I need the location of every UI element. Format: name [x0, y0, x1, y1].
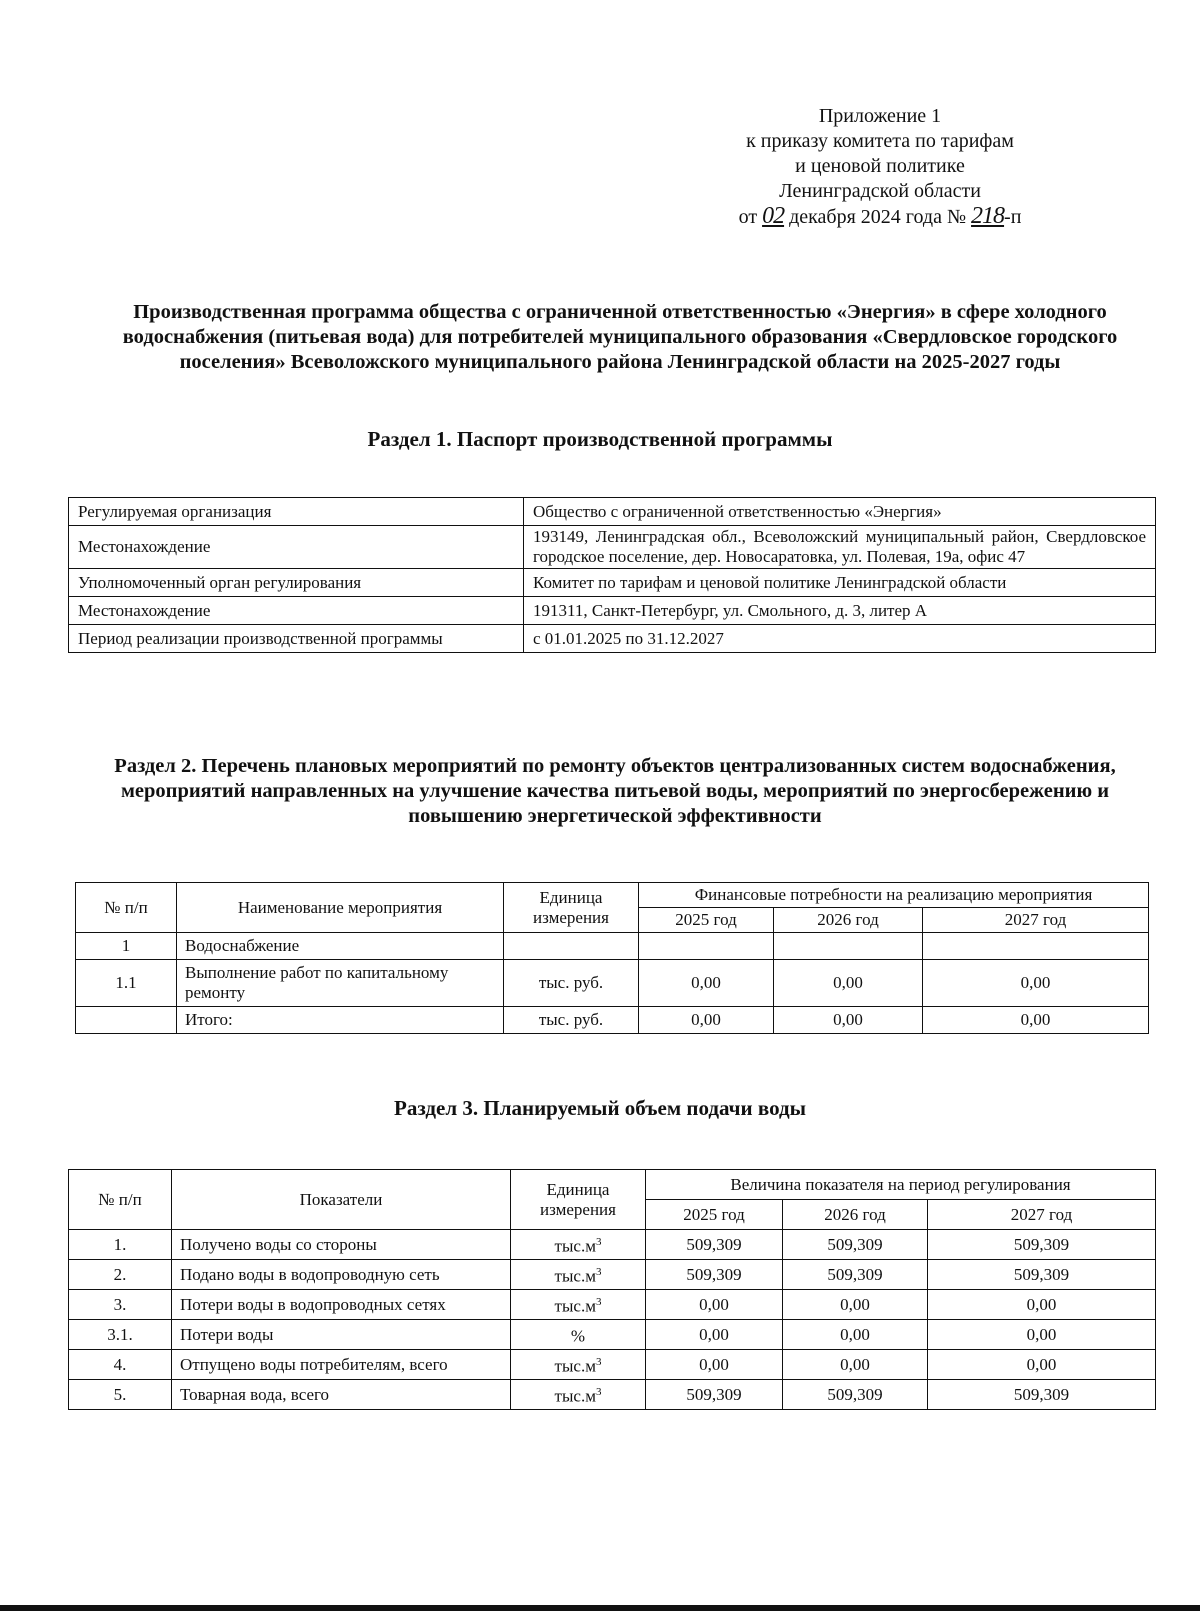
appendix-date-line: [700, 204, 1060, 230]
unit-base: тыс.м: [554, 1236, 596, 1256]
value-2026: 509,309: [783, 1380, 928, 1410]
indicator-name: Потери воды: [172, 1320, 511, 1350]
header-name: Наименование мероприятия: [177, 883, 504, 933]
value-2027: [923, 933, 1149, 960]
table-row: [69, 1350, 1156, 1380]
appendix-line-3: и ценовой политике: [795, 155, 965, 177]
value-2026: 0,00: [783, 1350, 928, 1380]
value-2026: 509,309: [783, 1260, 928, 1290]
unit-power: 3: [595, 1356, 602, 1369]
indicator-unit: [511, 1320, 646, 1350]
passport-table: [68, 497, 1156, 653]
passport-label: Уполномоченный орган регулирования: [69, 569, 524, 597]
section-1-heading: Раздел 1. Паспорт производственной программы: [367, 427, 833, 451]
indicator-unit: [511, 1230, 646, 1260]
value-2027: 509,309: [928, 1230, 1156, 1260]
measure-unit: тыс. руб.: [504, 960, 639, 1007]
row-num: 2.: [69, 1260, 172, 1290]
passport-value: 193149, Ленинградская обл., Всеволожский муниципальный район, Свердловское городское поселение, дер. Новосаратовка, ул. Полевая, 19а, офис 47: [524, 526, 1156, 569]
table-row: [69, 625, 1156, 653]
indicator-name: Потери воды в водопроводных сетях: [172, 1290, 511, 1320]
passport-value: Комитет по тарифам и ценовой политике Ленинградской области: [524, 569, 1156, 597]
indicator-unit: [511, 1380, 646, 1410]
row-num: 3.1.: [69, 1320, 172, 1350]
unit-base: тыс.м: [554, 1356, 596, 1376]
value-2027: 509,309: [928, 1260, 1156, 1290]
value-2025: 0,00: [639, 960, 774, 1007]
table-row: [69, 1260, 1156, 1290]
value-2025: 0,00: [639, 1007, 774, 1034]
indicator-unit: [511, 1260, 646, 1290]
indicator-name: Товарная вода, всего: [172, 1380, 511, 1410]
header-unit: Единица измерения: [504, 883, 639, 933]
value-2026: 0,00: [774, 960, 923, 1007]
value-2026: 509,309: [783, 1230, 928, 1260]
indicator-name: Подано воды в водопроводную сеть: [172, 1260, 511, 1290]
unit-power: 3: [595, 1386, 602, 1399]
section-3-heading: Раздел 3. Планируемый объем подачи воды: [394, 1096, 806, 1120]
passport-label: Период реализации производственной программы: [69, 625, 524, 653]
scan-edge-line: [0, 1605, 1200, 1611]
header-unit: Единица измерения: [511, 1170, 646, 1230]
row-num: 1.: [69, 1230, 172, 1260]
passport-label: Местонахождение: [69, 597, 524, 625]
header-value: Величина показателя на период регулирования: [646, 1170, 1156, 1200]
water-volume-table: [68, 1169, 1156, 1410]
indicator-unit: [511, 1350, 646, 1380]
handwritten-day: 02: [762, 203, 785, 229]
measure-name: Выполнение работ по капитальному ремонту: [177, 960, 504, 1007]
order-suffix: -п: [1004, 206, 1022, 228]
row-num: 1.1: [76, 960, 177, 1007]
value-2025: 509,309: [646, 1380, 783, 1410]
value-2027: 0,00: [928, 1290, 1156, 1320]
value-2026: 0,00: [783, 1290, 928, 1320]
header-num: № п/п: [76, 883, 177, 933]
appendix-line-4: Ленинградской области: [779, 180, 981, 202]
unit-power: 3: [595, 1296, 602, 1309]
measure-name: Итого:: [177, 1007, 504, 1034]
appendix-line-1: Приложение 1: [818, 105, 942, 127]
table-row: [76, 960, 1149, 1007]
value-2027: 0,00: [928, 1350, 1156, 1380]
handwritten-number: 218: [971, 203, 1005, 229]
indicator-name: Получено воды со стороны: [172, 1230, 511, 1260]
value-2026: [774, 933, 923, 960]
header-2026: 2026 год: [783, 1200, 928, 1230]
indicator-name: Отпущено воды потребителям, всего: [172, 1350, 511, 1380]
value-2027: 0,00: [928, 1320, 1156, 1350]
value-2025: 0,00: [646, 1320, 783, 1350]
document-title: Производственная программа общества с ограниченной ответственностью «Энергия» в сфере холодного водоснабжения (питьевая вода) для потребителей муниципального образования «Свердловское городского поселения» Всеволожского муниципального района Ленинградской области на 2025-2027 годы: [122, 301, 1118, 373]
passport-value: с 01.01.2025 по 31.12.2027: [524, 625, 1156, 653]
passport-label: Регулируемая организация: [69, 498, 524, 526]
header-2025: 2025 год: [646, 1200, 783, 1230]
value-2025: [639, 933, 774, 960]
value-2027: 509,309: [928, 1380, 1156, 1410]
value-2025: 0,00: [646, 1290, 783, 1320]
table-row: [69, 1230, 1156, 1260]
table-row: [76, 933, 1149, 960]
value-2027: 0,00: [923, 960, 1149, 1007]
header-2025: 2025 год: [639, 908, 774, 933]
row-num: 4.: [69, 1350, 172, 1380]
unit-base: %: [570, 1326, 586, 1346]
table-row: [69, 498, 1156, 526]
header-num: № п/п: [69, 1170, 172, 1230]
unit-base: тыс.м: [554, 1266, 596, 1286]
unit-power: 3: [595, 1236, 602, 1249]
row-num: 1: [76, 933, 177, 960]
unit-power: 3: [595, 1266, 602, 1279]
header-2027: 2027 год: [923, 908, 1149, 933]
unit-base: тыс.м: [554, 1386, 596, 1406]
table-row: [69, 1320, 1156, 1350]
table-row: [76, 1007, 1149, 1034]
value-2025: 0,00: [646, 1350, 783, 1380]
row-num: [76, 1007, 177, 1034]
value-2025: 509,309: [646, 1230, 783, 1260]
table-row: [69, 569, 1156, 597]
date-prefix: от: [738, 206, 758, 228]
passport-value: Общество с ограниченной ответственностью «Энергия»: [524, 498, 1156, 526]
passport-label: Местонахождение: [69, 526, 524, 569]
value-2026: 0,00: [774, 1007, 923, 1034]
header-finance: Финансовые потребности на реализацию мероприятия: [639, 883, 1149, 908]
header-indicator: Показатели: [172, 1170, 511, 1230]
section-2-heading: Раздел 2. Перечень плановых мероприятий по ремонту объектов централизованных систем водоснабжения, мероприятий направленных на улучшение качества питьевой воды, мероприятий по энергосбережению и повышению энергетической эффективности: [114, 755, 1116, 827]
measure-unit: тыс. руб.: [504, 1007, 639, 1034]
date-middle: декабря 2024 года №: [789, 206, 967, 228]
appendix-block: [700, 104, 1060, 230]
value-2025: 509,309: [646, 1260, 783, 1290]
row-num: 5.: [69, 1380, 172, 1410]
table-row: [69, 1380, 1156, 1410]
table-row: [69, 597, 1156, 625]
measures-table: [75, 882, 1149, 1034]
table-row: [69, 1290, 1156, 1320]
header-2026: 2026 год: [774, 908, 923, 933]
measure-name: Водоснабжение: [177, 933, 504, 960]
passport-value: 191311, Санкт-Петербург, ул. Смольного, д. 3, литер А: [524, 597, 1156, 625]
header-2027: 2027 год: [928, 1200, 1156, 1230]
measure-unit: [504, 933, 639, 960]
indicator-unit: [511, 1290, 646, 1320]
value-2027: 0,00: [923, 1007, 1149, 1034]
value-2026: 0,00: [783, 1320, 928, 1350]
unit-base: тыс.м: [554, 1296, 596, 1316]
table-row: [69, 526, 1156, 569]
row-num: 3.: [69, 1290, 172, 1320]
appendix-line-2: к приказу комитета по тарифам: [746, 130, 1014, 152]
